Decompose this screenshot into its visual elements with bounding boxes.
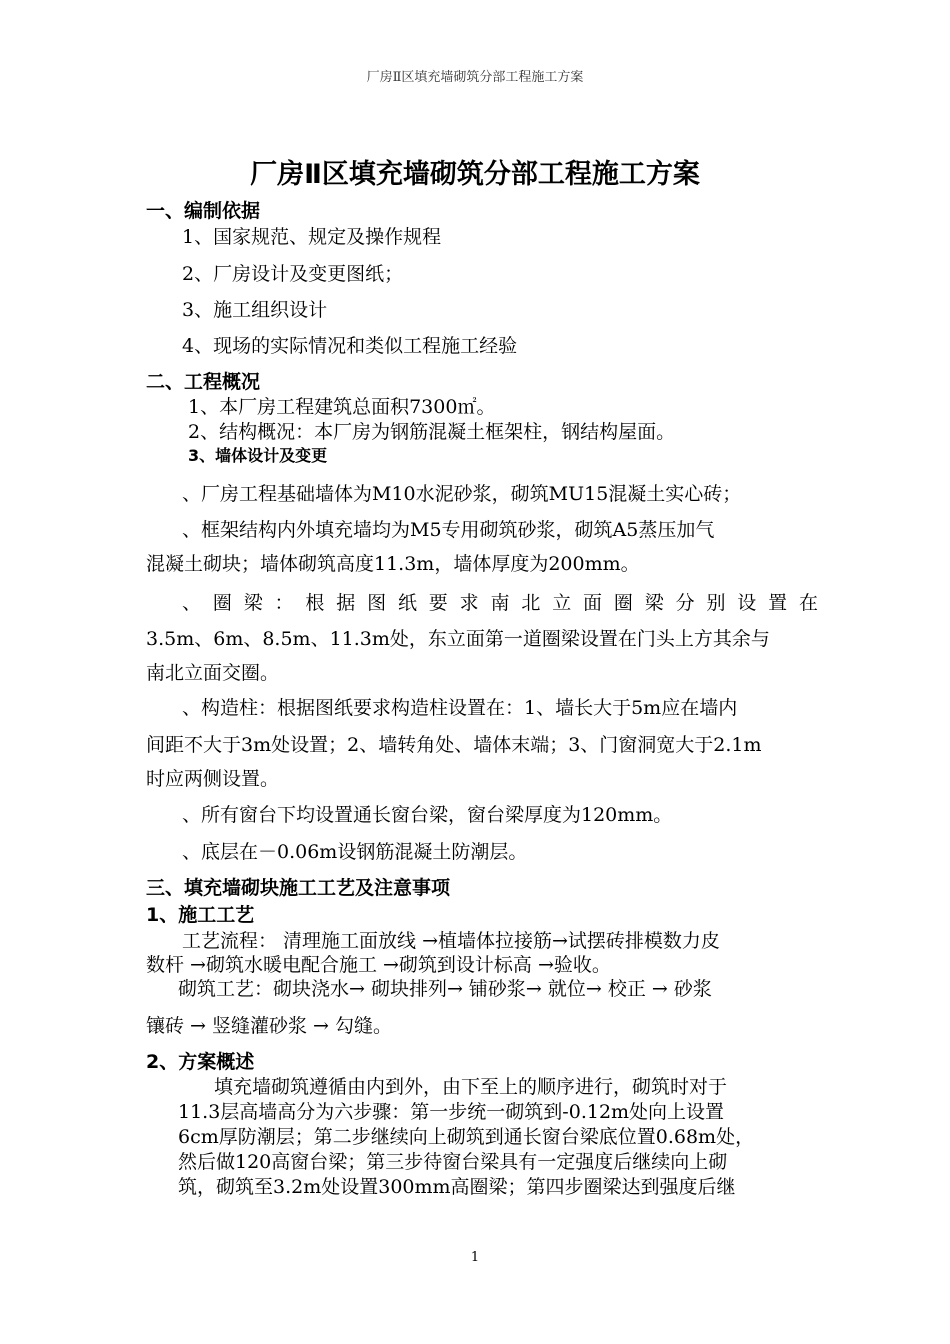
paragraph-line: 3.5m、6m、8.5m、11.3m处，东立面第一道圈梁设置在门头上方其余与 bbox=[146, 628, 770, 650]
paragraph-line: 砌筑工艺：砌块浇水→ 砌块排列→ 铺砂浆→ 就位→ 校正 → 砂浆 bbox=[178, 978, 712, 1000]
paragraph-line: 混凝土砌块；墙体砌筑高度11.3m，墙体厚度为200mm。 bbox=[146, 553, 640, 575]
paragraph-line: 、 圈 梁 ： 根 据 图 纸 要 求 南 北 立 面 圈 梁 分 别 设 置 在 bbox=[182, 592, 818, 614]
section-heading-basis: 一、编制依据 bbox=[146, 200, 261, 222]
overview-item-structure: 2、结构概况：本厂房为钢筋混凝土框架柱，钢结构屋面。 bbox=[188, 421, 676, 443]
list-item: 3、施工组织设计 bbox=[182, 299, 328, 321]
paragraph-line: 、厂房工程基础墙体为M10水泥砂浆，砌筑MU15混凝土实心砖； bbox=[182, 483, 742, 505]
subsection-heading-wall-design: 3、墙体设计及变更 bbox=[188, 446, 328, 465]
paragraph-line: 、构造柱：根据图纸要求构造柱设置在：1、墙长大于5m应在墙内 bbox=[182, 697, 738, 719]
paragraph-line: 间距不大于3m处设置；2、墙转角处、墙体末端；3、门窗洞宽大于2.1m bbox=[146, 734, 762, 756]
paragraph-line: 然后做120高窗台梁；第三步待窗台梁具有一定强度后继续向上砌 bbox=[178, 1151, 728, 1173]
running-header: 厂房Ⅱ区填充墙砌筑分部工程施工方案 bbox=[366, 70, 584, 85]
paragraph-line: 数杆 →砌筑水暖电配合施工 →砌筑到设计标高 →验收。 bbox=[146, 954, 611, 976]
paragraph-line: 南北立面交圈。 bbox=[146, 662, 280, 684]
section-heading-overview: 二、工程概况 bbox=[146, 371, 261, 393]
paragraph-line: 6cm厚防潮层；第二步继续向上砌筑到通长窗台梁底位置0.68m处， bbox=[178, 1126, 755, 1148]
overview-item-area: 1、本厂房工程建筑总面积7300㎡。 bbox=[188, 396, 496, 418]
paragraph-line: 、底层在－0.06m设钢筋混凝土防潮层。 bbox=[182, 841, 528, 863]
page-number: 1 bbox=[470, 1250, 480, 1265]
list-item: 2、厂房设计及变更图纸； bbox=[182, 263, 404, 285]
paragraph-line: 时应两侧设置。 bbox=[146, 768, 280, 790]
subsection-heading-process: 1、施工工艺 bbox=[146, 904, 255, 926]
list-item: 1、国家规范、规定及操作规程 bbox=[182, 226, 442, 248]
paragraph-line: 、所有窗台下均设置通长窗台梁，窗台梁厚度为120mm。 bbox=[182, 804, 673, 826]
section-heading-process: 三、填充墙砌块施工工艺及注意事项 bbox=[146, 877, 451, 899]
list-item: 4、现场的实际情况和类似工程施工经验 bbox=[182, 335, 518, 357]
document-title: 厂房Ⅱ区填充墙砌筑分部工程施工方案 bbox=[250, 159, 700, 190]
paragraph-line: 筑，砌筑至3.2m处设置300mm高圈梁；第四步圈梁达到强度后继 bbox=[178, 1176, 736, 1198]
paragraph-line: 工艺流程： 清理施工面放线 →植墙体拉接筋→试摆砖排模数力皮 bbox=[182, 930, 720, 952]
paragraph-line: 、框架结构内外填充墙均为M5专用砌筑砂浆，砌筑A5蒸压加气 bbox=[182, 519, 715, 541]
paragraph-line: 填充墙砌筑遵循由内到外，由下至上的顺序进行，砌筑时对于 bbox=[214, 1076, 728, 1098]
paragraph-line: 11.3层高墙高分为六步骤：第一步统一砌筑到-0.12m处向上设置 bbox=[178, 1101, 725, 1123]
subsection-heading-summary: 2、方案概述 bbox=[146, 1051, 255, 1073]
paragraph-line: 镶砖 → 竖缝灌砂浆 → 勾缝。 bbox=[146, 1015, 392, 1037]
